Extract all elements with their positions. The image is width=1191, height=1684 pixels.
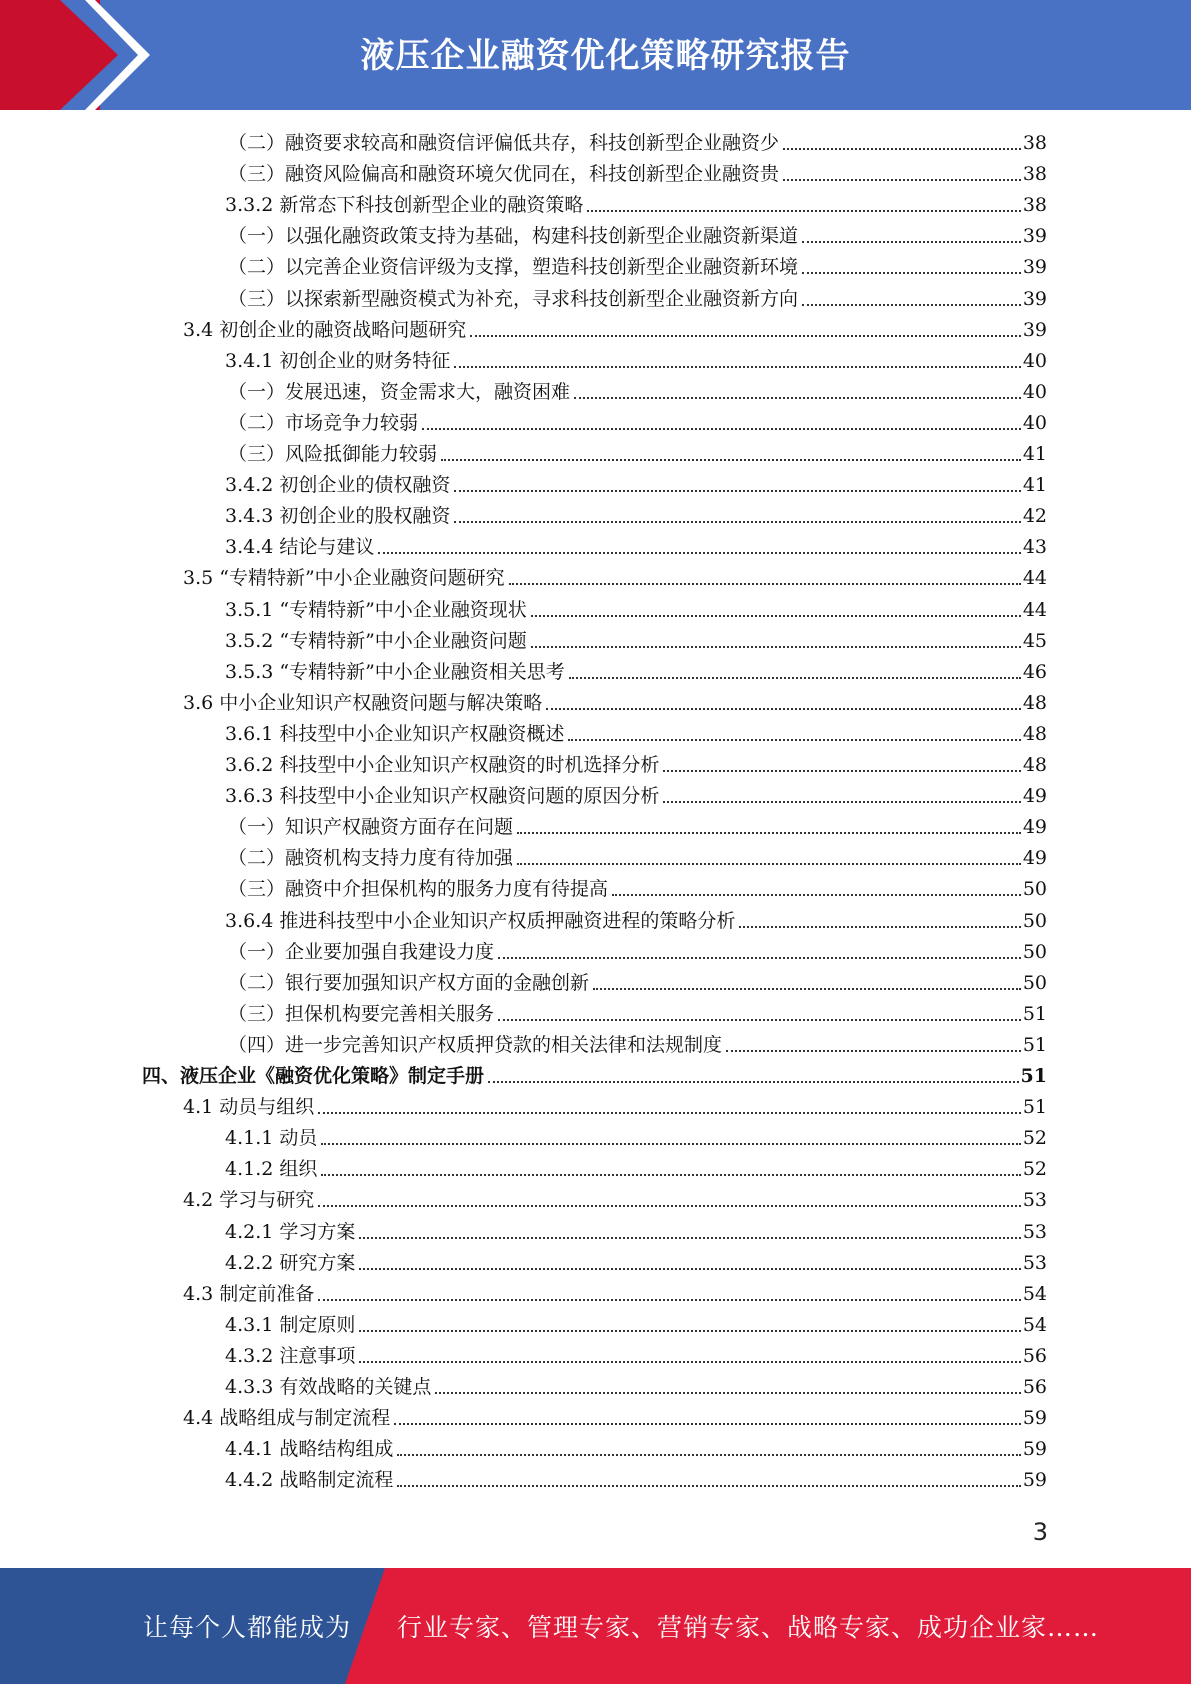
toc-entry[interactable]: [225, 1122, 1047, 1150]
toc-entry-title: 3.4.1 初创企业的财务特征: [225, 349, 451, 372]
toc-entry-page: 59: [1022, 1469, 1047, 1492]
page-number: 3: [1032, 1518, 1048, 1546]
toc-entry-page: 53: [1022, 1189, 1047, 1212]
toc-dot-leader: [802, 272, 1021, 274]
toc-dot-leader: [517, 863, 1021, 865]
toc-entry-title: 3.4 初创企业的融资战略问题研究: [183, 318, 467, 341]
toc-dot-leader: [509, 583, 1021, 585]
toc-entry-title: （二）融资要求较高和融资信评偏低共存，科技创新型企业融资少: [228, 132, 780, 154]
toc-entry-page: 46: [1022, 660, 1047, 683]
toc-entry-page: 44: [1022, 567, 1047, 590]
toc-dot-leader: [397, 1454, 1020, 1456]
toc-entry-page: 51: [1022, 1096, 1047, 1119]
toc-entry[interactable]: [228, 127, 1047, 155]
toc-entry[interactable]: [228, 438, 1047, 466]
toc-dot-leader: [422, 428, 1021, 430]
toc-entry-page: 48: [1022, 754, 1047, 776]
toc-entry[interactable]: [225, 1464, 1047, 1492]
toc-entry-page: 39: [1022, 225, 1047, 248]
toc-entry-page: 49: [1022, 816, 1047, 839]
toc-entry[interactable]: [183, 562, 1047, 590]
toc-dot-leader: [359, 1330, 1020, 1332]
toc-entry-page: 40: [1022, 411, 1047, 434]
toc-entry-page: 50: [1022, 971, 1047, 994]
toc-dot-leader: [454, 521, 1020, 523]
toc-entry-title: 4.4 战略组成与制定流程: [183, 1407, 391, 1430]
toc-entry-page: 50: [1022, 878, 1047, 901]
toc-entry-page: 59: [1022, 1407, 1047, 1430]
toc-entry-page: 41: [1022, 474, 1047, 497]
toc-entry[interactable]: [225, 625, 1047, 653]
toc-dot-leader: [378, 552, 1020, 554]
toc-entry-title: （三）担保机构要完善相关服务: [228, 1002, 495, 1025]
toc-entry-title: 4.4.2 战略制定流程: [225, 1469, 394, 1492]
toc-dot-leader: [359, 1361, 1020, 1363]
toc-entry-title: 4.1.2 组织: [225, 1158, 318, 1181]
toc-entry[interactable]: [183, 1278, 1047, 1306]
toc-entry[interactable]: [225, 1371, 1047, 1399]
toc-entry-title: （三）融资风险偏高和融资环境欠优同在，科技创新型企业融资贵: [228, 163, 780, 186]
toc-entry[interactable]: [228, 998, 1047, 1026]
toc-entry-title: 3.6.4 推进科技型中小企业知识产权质押融资进程的策略分析: [225, 909, 736, 932]
toc-dot-leader: [531, 646, 1021, 648]
toc-entry-page: 44: [1022, 598, 1047, 621]
footer-slogan-right: 行业专家、管理专家、营销专家、战略专家、成功企业家……: [397, 1613, 1100, 1642]
toc-entry[interactable]: [228, 376, 1047, 404]
toc-entry-title: 4.3.1 制定原则: [225, 1313, 356, 1336]
toc-dot-leader: [574, 397, 1021, 399]
toc-entry-title: （二）融资机构支持力度有待加强: [228, 847, 514, 870]
toc-entry[interactable]: [142, 1060, 1047, 1088]
toc-entry[interactable]: [228, 842, 1047, 870]
toc-dot-leader: [783, 179, 1021, 181]
toc-entry-title: 四、液压企业《融资优化策略》制定手册: [142, 1065, 485, 1087]
toc-dot-leader: [498, 957, 1021, 959]
toc-dot-leader: [318, 1299, 1021, 1301]
toc-dot-leader: [394, 1423, 1021, 1425]
toc-entry-title: 4.3.3 有效战略的关键点: [225, 1376, 432, 1398]
toc-entry-page: 51: [1020, 1065, 1047, 1087]
toc-entry[interactable]: [228, 251, 1047, 279]
toc-entry[interactable]: [225, 1340, 1047, 1368]
toc-dot-leader: [587, 210, 1020, 212]
toc-entry[interactable]: [225, 1309, 1047, 1337]
toc-entry[interactable]: [225, 345, 1047, 373]
toc-dot-leader: [783, 148, 1021, 150]
toc-entry-page: 41: [1022, 443, 1047, 465]
toc-entry-title: 3.5.1 “专精特新”中小企业融资现状: [225, 598, 527, 621]
toc-dot-leader: [470, 335, 1021, 337]
toc-entry-title: 3.5.2 “专精特新”中小企业融资问题: [225, 629, 527, 652]
toc-entry-page: 39: [1022, 318, 1047, 341]
toc-dot-leader: [546, 708, 1021, 710]
toc-entry[interactable]: [228, 220, 1047, 248]
toc-entry[interactable]: [225, 780, 1047, 808]
toc-entry[interactable]: [225, 1153, 1047, 1181]
toc-entry-title: 4.3.2 注意事项: [225, 1344, 356, 1367]
toc-dot-leader: [498, 1019, 1021, 1021]
toc-entry-title: （一）企业要加强自我建设力度: [228, 940, 495, 963]
header-banner: [0, 0, 1191, 110]
toc-dot-leader: [517, 832, 1021, 834]
toc-entry-title: （二）以完善企业资信评级为支撑，塑造科技创新型企业融资新环境: [228, 256, 799, 279]
toc-entry-page: 43: [1022, 536, 1047, 559]
toc-entry[interactable]: [183, 1184, 1047, 1212]
toc-entry[interactable]: [183, 314, 1047, 342]
toc-entry-title: 3.5 “专精特新”中小企业融资问题研究: [183, 567, 505, 590]
toc-entry-title: 4.2.2 研究方案: [225, 1251, 356, 1274]
toc-dot-leader: [663, 770, 1020, 772]
toc-entry[interactable]: [225, 1247, 1047, 1275]
toc-entry[interactable]: [183, 1091, 1047, 1119]
toc-dot-leader: [397, 1485, 1020, 1487]
toc-entry-title: （三）风险抵御能力较弱: [228, 443, 438, 465]
toc-entry-title: 3.4.4 结论与建议: [225, 536, 375, 559]
toc-entry-page: 52: [1022, 1127, 1047, 1150]
toc-entry-page: 51: [1022, 1033, 1047, 1056]
toc-entry[interactable]: [228, 936, 1047, 964]
toc-entry-title: 4.1 动员与组织: [183, 1096, 315, 1119]
toc-dot-leader: [612, 894, 1021, 896]
toc-entry-page: 40: [1022, 380, 1047, 403]
toc-entry-title: 3.6.3 科技型中小企业知识产权融资问题的原因分析: [225, 785, 660, 808]
toc-entry[interactable]: [228, 158, 1047, 186]
toc-dot-leader: [359, 1268, 1020, 1270]
toc-entry-title: 3.4.3 初创企业的股权融资: [225, 505, 451, 528]
toc-entry[interactable]: [225, 905, 1047, 933]
toc-entry-page: 40: [1022, 349, 1047, 372]
toc-entry-page: 38: [1022, 163, 1047, 186]
toc-entry-title: 3.4.2 初创企业的债权融资: [225, 474, 451, 497]
toc-dot-leader: [318, 1112, 1021, 1114]
toc-entry[interactable]: [225, 594, 1047, 622]
toc-entry-title: （一）以强化融资政策支持为基础，构建科技创新型企业融资新渠道: [228, 225, 799, 248]
toc-entry-page: 53: [1022, 1251, 1047, 1274]
toc-entry-title: （三）融资中介担保机构的服务力度有待提高: [228, 878, 609, 901]
toc-entry-title: 3.6 中小企业知识产权融资问题与解决策略: [183, 691, 543, 714]
toc-entry-title: （一）知识产权融资方面存在问题: [228, 816, 514, 839]
toc-entry-page: 38: [1022, 132, 1047, 154]
toc-dot-leader: [569, 677, 1021, 679]
toc-entry-page: 49: [1022, 847, 1047, 870]
toc-dot-leader: [488, 1081, 1019, 1083]
toc-entry-page: 51: [1022, 1002, 1047, 1025]
toc-dot-leader: [441, 459, 1021, 461]
toc-entry-page: 39: [1022, 287, 1047, 310]
toc-dot-leader: [359, 1237, 1020, 1239]
toc-entry-page: 48: [1022, 691, 1047, 714]
toc-entry-title: 4.2 学习与研究: [183, 1189, 315, 1212]
toc-entry-title: 3.5.3 “专精特新”中小企业融资相关思考: [225, 660, 565, 683]
toc-dot-leader: [435, 1392, 1020, 1394]
toc-entry-title: 4.3 制定前准备: [183, 1282, 315, 1305]
toc-entry-page: 53: [1022, 1220, 1047, 1243]
toc-entry-page: 50: [1022, 940, 1047, 963]
toc-entry-page: 59: [1022, 1438, 1047, 1461]
toc-entry[interactable]: [228, 967, 1047, 995]
toc-entry[interactable]: [225, 189, 1047, 217]
toc-entry[interactable]: [228, 811, 1047, 839]
toc-dot-leader: [593, 988, 1021, 990]
toc-dot-leader: [454, 366, 1020, 368]
toc-entry-title: 3.6.1 科技型中小企业知识产权融资概述: [225, 722, 565, 745]
toc-entry-title: 4.2.1 学习方案: [225, 1220, 356, 1243]
toc-entry-title: （一）发展迅速，资金需求大，融资困难: [228, 380, 571, 403]
toc-entry-page: 52: [1022, 1158, 1047, 1181]
footer-slogan-left: 让每个人都能成为: [143, 1613, 352, 1642]
toc-entry-page: 42: [1022, 505, 1047, 528]
toc-dot-leader: [663, 801, 1020, 803]
toc-entry-page: 45: [1022, 629, 1047, 652]
toc-entry-title: （二）市场竞争力较弱: [228, 411, 419, 434]
toc-entry-page: 54: [1022, 1282, 1047, 1305]
toc-entry-title: 4.1.1 动员: [225, 1127, 318, 1150]
toc-entry-page: 50: [1022, 909, 1047, 932]
toc-entry[interactable]: [225, 469, 1047, 497]
toc-entry[interactable]: [228, 283, 1047, 311]
toc-entry-title: （二）银行要加强知识产权方面的金融创新: [228, 971, 590, 994]
page-title: 液压企业融资优化策略研究报告: [360, 36, 851, 76]
toc-entry-page: 54: [1022, 1313, 1047, 1336]
toc-entry-title: 3.3.2 新常态下科技创新型企业的融资策略: [225, 194, 584, 217]
toc-dot-leader: [568, 739, 1020, 741]
toc-dot-leader: [531, 615, 1021, 617]
toc-dot-leader: [321, 1143, 1020, 1145]
toc-entry[interactable]: [228, 873, 1047, 901]
toc-entry[interactable]: [225, 500, 1047, 528]
toc-dot-leader: [318, 1205, 1021, 1207]
toc-entry-title: （四）进一步完善知识产权质押贷款的相关法律和法规制度: [228, 1033, 723, 1056]
toc-entry[interactable]: [228, 1029, 1047, 1057]
toc-entry[interactable]: [228, 407, 1047, 435]
toc-entry[interactable]: [225, 718, 1047, 746]
toc-entry[interactable]: [225, 1433, 1047, 1461]
toc-entry[interactable]: [183, 1402, 1047, 1430]
footer-banner: [0, 1568, 1191, 1684]
toc-entry[interactable]: [225, 1216, 1047, 1244]
toc-entry-page: 39: [1022, 256, 1047, 279]
toc-entry-page: 38: [1022, 194, 1047, 217]
toc-dot-leader: [454, 490, 1020, 492]
toc-entry[interactable]: [225, 531, 1047, 559]
toc-dot-leader: [802, 241, 1021, 243]
toc-entry-page: 49: [1022, 785, 1047, 808]
toc-dot-leader: [739, 926, 1020, 928]
toc-entry-page: 56: [1022, 1344, 1047, 1367]
toc-dot-leader: [726, 1050, 1021, 1052]
toc-entry[interactable]: [183, 687, 1047, 715]
toc-entry-title: （三）以探索新型融资模式为补充，寻求科技创新型企业融资新方向: [228, 287, 799, 310]
toc-dot-leader: [321, 1174, 1020, 1176]
toc-entry-title: 4.4.1 战略结构组成: [225, 1438, 394, 1461]
toc-entry[interactable]: [225, 749, 1047, 777]
toc-entry[interactable]: [225, 656, 1047, 684]
toc-entry-page: 48: [1022, 722, 1047, 745]
toc-dot-leader: [802, 304, 1021, 306]
toc-entry-page: 56: [1022, 1376, 1047, 1398]
toc-entry-title: 3.6.2 科技型中小企业知识产权融资的时机选择分析: [225, 754, 660, 776]
